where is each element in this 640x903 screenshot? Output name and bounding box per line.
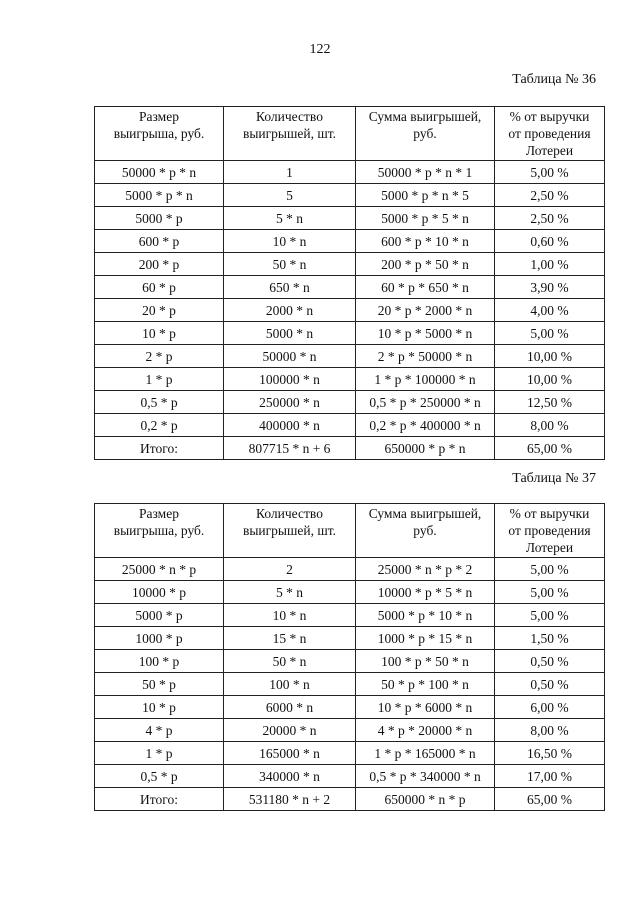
table-row xyxy=(95,414,605,437)
cell-prize-count: 5000 * n xyxy=(224,322,356,345)
table-row xyxy=(95,276,605,299)
cell-prize-count: 10 * n xyxy=(224,230,356,253)
cell-prize-sum: 650000 * n * p xyxy=(356,788,495,811)
cell-revenue-percent: 5,00 % xyxy=(495,604,605,627)
cell-prize-size: 0,2 * p xyxy=(95,414,224,437)
cell-prize-sum: 50000 * p * n * 1 xyxy=(356,161,495,184)
cell-revenue-percent: 1,50 % xyxy=(495,627,605,650)
cell-prize-size: 10 * p xyxy=(95,322,224,345)
cell-prize-sum: 1 * p * 165000 * n xyxy=(356,742,495,765)
cell-prize-count: 50 * n xyxy=(224,650,356,673)
cell-prize-size: 1 * p xyxy=(95,742,224,765)
table-row xyxy=(95,604,605,627)
cell-prize-size: 10000 * p xyxy=(95,581,224,604)
table-row xyxy=(95,719,605,742)
table-row xyxy=(95,368,605,391)
cell-revenue-percent: 2,50 % xyxy=(495,207,605,230)
cell-prize-count: 5 * n xyxy=(224,207,356,230)
cell-revenue-percent: 5,00 % xyxy=(495,322,605,345)
table-row xyxy=(95,322,605,345)
cell-revenue-percent: 10,00 % xyxy=(495,368,605,391)
total-row xyxy=(95,437,605,460)
table-row xyxy=(95,627,605,650)
cell-prize-sum: 20 * p * 2000 * n xyxy=(356,299,495,322)
prize-table-36 xyxy=(94,106,605,460)
cell-prize-sum: 0,2 * p * 400000 * n xyxy=(356,414,495,437)
cell-prize-count: 10 * n xyxy=(224,604,356,627)
table-row xyxy=(95,673,605,696)
cell-revenue-percent: 8,00 % xyxy=(495,719,605,742)
header-prize-size: Размер выигрыша, руб. xyxy=(95,107,224,161)
cell-revenue-percent: 17,00 % xyxy=(495,765,605,788)
cell-prize-count: 6000 * n xyxy=(224,696,356,719)
cell-prize-size: 200 * p xyxy=(95,253,224,276)
cell-prize-size: Итого: xyxy=(95,437,224,460)
cell-revenue-percent: 0,50 % xyxy=(495,650,605,673)
cell-prize-sum: 2 * p * 50000 * n xyxy=(356,345,495,368)
cell-prize-count: 15 * n xyxy=(224,627,356,650)
cell-prize-size: 1000 * p xyxy=(95,627,224,650)
cell-prize-size: 60 * p xyxy=(95,276,224,299)
cell-prize-sum: 0,5 * p * 250000 * n xyxy=(356,391,495,414)
header-revenue-percent: % от выручки от проведения Лотереи xyxy=(495,504,605,558)
cell-prize-count: 2 xyxy=(224,558,356,581)
cell-prize-sum: 10000 * p * 5 * n xyxy=(356,581,495,604)
table-row xyxy=(95,345,605,368)
table-header-row xyxy=(95,107,605,161)
cell-prize-sum: 100 * p * 50 * n xyxy=(356,650,495,673)
cell-revenue-percent: 1,00 % xyxy=(495,253,605,276)
cell-prize-count: 650 * n xyxy=(224,276,356,299)
cell-prize-size: 0,5 * p xyxy=(95,765,224,788)
cell-prize-size: 1 * p xyxy=(95,368,224,391)
cell-prize-size: 50000 * p * n xyxy=(95,161,224,184)
cell-prize-count: 340000 * n xyxy=(224,765,356,788)
cell-prize-count: 100000 * n xyxy=(224,368,356,391)
cell-prize-size: 2 * p xyxy=(95,345,224,368)
cell-prize-sum: 5000 * p * 10 * n xyxy=(356,604,495,627)
cell-prize-count: 2000 * n xyxy=(224,299,356,322)
cell-prize-sum: 60 * p * 650 * n xyxy=(356,276,495,299)
cell-prize-count: 400000 * n xyxy=(224,414,356,437)
cell-prize-count: 250000 * n xyxy=(224,391,356,414)
cell-prize-size: 4 * p xyxy=(95,719,224,742)
cell-prize-sum: 5000 * p * 5 * n xyxy=(356,207,495,230)
cell-revenue-percent: 0,60 % xyxy=(495,230,605,253)
cell-prize-size: 100 * p xyxy=(95,650,224,673)
table-row xyxy=(95,581,605,604)
cell-revenue-percent: 65,00 % xyxy=(495,437,605,460)
cell-prize-count: 50000 * n xyxy=(224,345,356,368)
cell-revenue-percent: 10,00 % xyxy=(495,345,605,368)
header-prize-sum: Сумма выигрышей, руб. xyxy=(356,107,495,161)
cell-prize-sum: 650000 * p * n xyxy=(356,437,495,460)
header-prize-count: Количество выигрышей, шт. xyxy=(224,504,356,558)
cell-prize-size: Итого: xyxy=(95,788,224,811)
table-row xyxy=(95,650,605,673)
total-row xyxy=(95,788,605,811)
cell-revenue-percent: 4,00 % xyxy=(495,299,605,322)
cell-prize-sum: 5000 * p * n * 5 xyxy=(356,184,495,207)
header-prize-size: Размер выигрыша, руб. xyxy=(95,504,224,558)
cell-prize-sum: 600 * p * 10 * n xyxy=(356,230,495,253)
cell-prize-count: 5 xyxy=(224,184,356,207)
table-header-row xyxy=(95,504,605,558)
cell-revenue-percent: 6,00 % xyxy=(495,696,605,719)
cell-prize-sum: 10 * p * 6000 * n xyxy=(356,696,495,719)
table-row xyxy=(95,765,605,788)
cell-prize-count: 165000 * n xyxy=(224,742,356,765)
table-row xyxy=(95,299,605,322)
cell-prize-size: 0,5 * p xyxy=(95,391,224,414)
cell-revenue-percent: 3,90 % xyxy=(495,276,605,299)
table-row xyxy=(95,558,605,581)
cell-revenue-percent: 12,50 % xyxy=(495,391,605,414)
cell-prize-count: 531180 * n + 2 xyxy=(224,788,356,811)
cell-prize-count: 5 * n xyxy=(224,581,356,604)
cell-prize-sum: 25000 * n * p * 2 xyxy=(356,558,495,581)
cell-revenue-percent: 5,00 % xyxy=(495,558,605,581)
cell-prize-sum: 1 * p * 100000 * n xyxy=(356,368,495,391)
cell-prize-size: 25000 * n * p xyxy=(95,558,224,581)
cell-revenue-percent: 0,50 % xyxy=(495,673,605,696)
cell-prize-size: 50 * p xyxy=(95,673,224,696)
cell-prize-count: 807715 * n + 6 xyxy=(224,437,356,460)
cell-revenue-percent: 65,00 % xyxy=(495,788,605,811)
cell-revenue-percent: 2,50 % xyxy=(495,184,605,207)
table-body xyxy=(95,558,605,811)
cell-prize-sum: 0,5 * p * 340000 * n xyxy=(356,765,495,788)
cell-revenue-percent: 16,50 % xyxy=(495,742,605,765)
cell-prize-count: 20000 * n xyxy=(224,719,356,742)
page-number: 122 xyxy=(309,42,331,57)
cell-prize-size: 5000 * p xyxy=(95,604,224,627)
header-revenue-percent: % от выручки от проведения Лотереи xyxy=(495,107,605,161)
header-prize-sum: Сумма выигрышей, руб. xyxy=(356,504,495,558)
table-36-caption: Таблица № 36 xyxy=(512,72,596,87)
cell-prize-count: 50 * n xyxy=(224,253,356,276)
cell-prize-size: 600 * p xyxy=(95,230,224,253)
table-37-caption: Таблица № 37 xyxy=(512,471,596,486)
table-row xyxy=(95,230,605,253)
cell-prize-count: 100 * n xyxy=(224,673,356,696)
cell-prize-size: 5000 * p xyxy=(95,207,224,230)
table-row xyxy=(95,161,605,184)
table-row xyxy=(95,742,605,765)
cell-prize-sum: 4 * p * 20000 * n xyxy=(356,719,495,742)
table-body xyxy=(95,161,605,460)
table-row xyxy=(95,207,605,230)
header-prize-count: Количество выигрышей, шт. xyxy=(224,107,356,161)
cell-prize-size: 10 * p xyxy=(95,696,224,719)
cell-prize-size: 20 * p xyxy=(95,299,224,322)
cell-revenue-percent: 5,00 % xyxy=(495,581,605,604)
cell-prize-sum: 50 * p * 100 * n xyxy=(356,673,495,696)
cell-revenue-percent: 5,00 % xyxy=(495,161,605,184)
cell-prize-sum: 1000 * p * 15 * n xyxy=(356,627,495,650)
cell-prize-sum: 10 * p * 5000 * n xyxy=(356,322,495,345)
table-row xyxy=(95,184,605,207)
cell-prize-sum: 200 * p * 50 * n xyxy=(356,253,495,276)
cell-revenue-percent: 8,00 % xyxy=(495,414,605,437)
table-row xyxy=(95,253,605,276)
cell-prize-count: 1 xyxy=(224,161,356,184)
table-row xyxy=(95,391,605,414)
table-row xyxy=(95,696,605,719)
prize-table-37 xyxy=(94,503,605,811)
cell-prize-size: 5000 * p * n xyxy=(95,184,224,207)
